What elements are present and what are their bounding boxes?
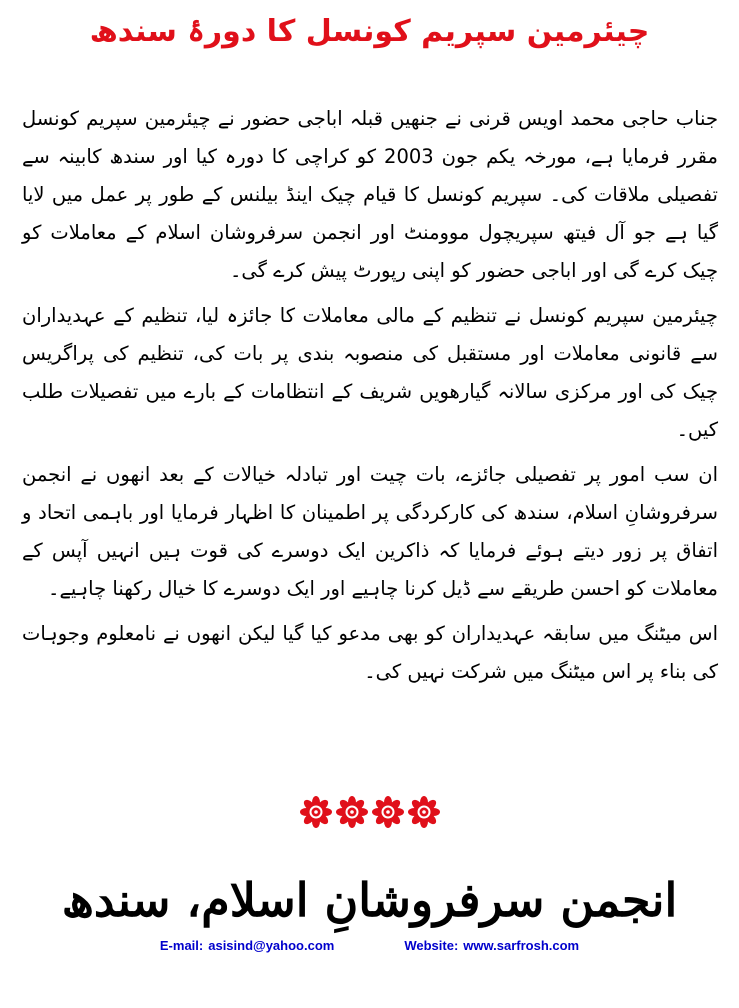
organization-name: انجمن سرفروشانِ اسلام، سندھ: [61, 873, 678, 927]
email-link[interactable]: asisind@yahoo.com: [208, 938, 335, 953]
page-title: چیئرمین سپریم کونسل کا دورۂ سندھ: [89, 14, 650, 49]
paragraph-4: اس میٹنگ میں سابقہ عہدیداران کو بھی مدعو کیا گیا لیکن انھوں نے نامعلوم وجوہات کی بناء پر اس میٹنگ میں شرکت نہیں کی۔: [22, 622, 718, 683]
flower-ornament-icon: [371, 795, 405, 829]
ornament-divider: [0, 795, 739, 829]
email-label: E-mail:: [159, 938, 204, 953]
contact-bar: [0, 938, 739, 953]
email-block: [160, 938, 334, 953]
flower-ornament-icon: [299, 795, 333, 829]
website-block: [404, 938, 579, 953]
article-body: [22, 100, 718, 698]
flower-ornament-icon: [335, 795, 369, 829]
paragraph-2: چیئرمین سپریم کونسل نے تنظیم کے مالی معاملات کا جائزہ لیا، تنظیم کے عہدیداران سے قانونی معاملات اور مستقبل کی منصوبہ بندی پر بات کی، تنظیم کی پراگریس چیک کی اور مرکزی سالانہ گیارھویں شریف کے انتظامات کے بارے میں تفصیلات طلب کیں۔: [22, 304, 718, 441]
flower-ornament-icon: [407, 795, 441, 829]
website-link[interactable]: www.sarfrosh.com: [463, 938, 580, 953]
website-label: Website:: [404, 938, 459, 953]
paragraph-3: ان سب امور پر تفصیلی جائزے، بات چیت اور تبادلہ خیالات کے بعد انھوں نے انجمن سرفروشانِ اسلام، سندھ کی کارکردگی پر اطمینان کا اظہار فرمایا اور باہمی اتحاد و اتفاق پر زور دیتے ہوئے فرمایا کہ ذاکرین ایک دوسرے کی قوت ہیں انہیں آپس کے معاملات کو احسن طریقے سے ڈیل کرنا چاہیے اور ایک دوسرے کا خیال رکھنا چاہیے۔: [22, 463, 718, 600]
paragraph-1: جناب حاجی محمد اویس قرنی نے جنھیں قبلہ اباجی حضور نے چیئرمین سپریم کونسل مقرر فرمایا ہے، مورخہ یکم جون 2003 کو کراچی کا دورہ کیا اور سندھ کابینہ سے تفصیلی ملاقات کی۔ سپریم کونسل کا قیام چیک اینڈ بیلنس کے طور پر عمل میں لایا گیا ہے جو آل فیتھ سپریچول موومنٹ اور انجمن سرفروشان اسلام کے معاملات کو چیک کرے گی اور اباجی حضور کو اپنی رپورٹ پیش کرے گی۔: [22, 107, 718, 282]
